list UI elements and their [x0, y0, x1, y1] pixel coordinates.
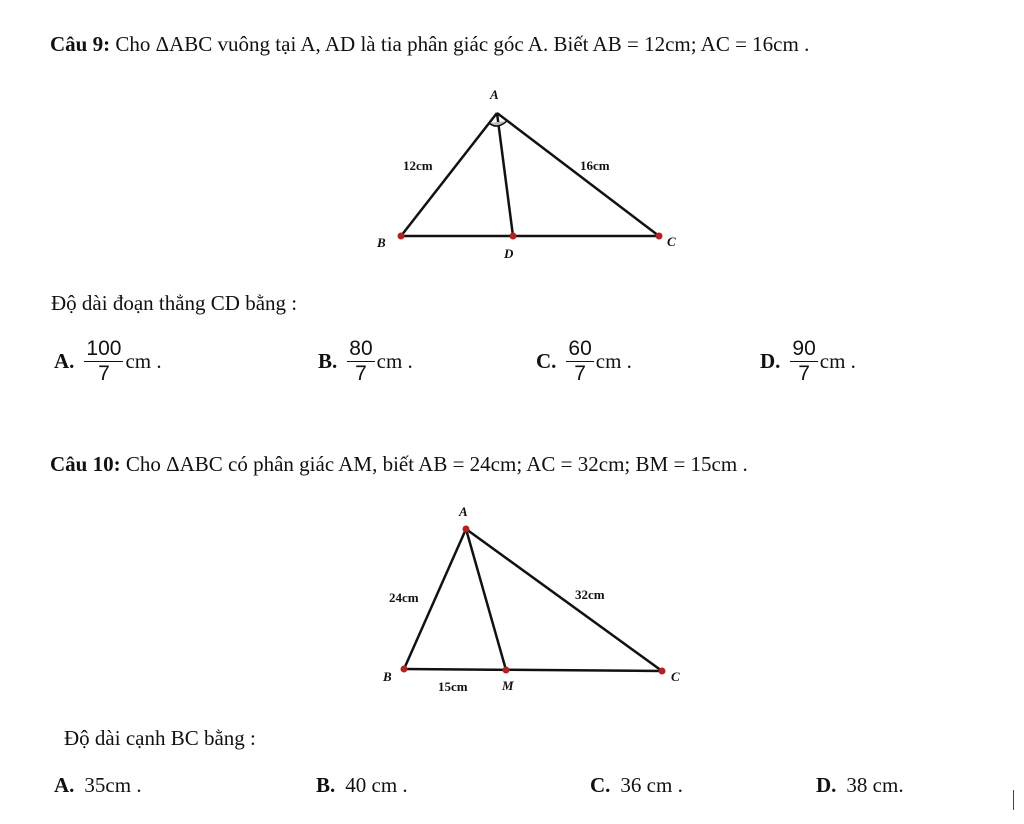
option-letter: C.	[536, 349, 557, 373]
vertex-a-label: A	[459, 504, 468, 519]
numerator: 80	[349, 337, 373, 360]
option-letter: A.	[54, 773, 75, 797]
option-value: 36 cm .	[620, 773, 683, 797]
fraction	[84, 338, 123, 385]
fraction	[790, 338, 817, 385]
figure-q10-triangle	[370, 500, 700, 700]
option-letter: C.	[590, 773, 611, 797]
segment-bm-length: 15cm	[438, 679, 468, 694]
unit: cm .	[376, 349, 413, 373]
question-9-prompt: Độ dài đoạn thẳng CD bằng :	[51, 291, 298, 315]
point-c	[659, 668, 666, 675]
vertex-c-label: C	[671, 669, 680, 684]
vertex-b-label: B	[377, 235, 386, 250]
q10-option-c[interactable]	[590, 773, 683, 798]
q9-option-d[interactable]	[760, 338, 856, 385]
option-value: 40 cm .	[345, 773, 408, 797]
unit: cm .	[125, 349, 162, 373]
option-letter: B.	[318, 349, 338, 373]
segment-am-bisector	[466, 529, 506, 670]
point-a	[463, 526, 470, 533]
side-ac-length: 16cm	[580, 158, 610, 173]
point-b	[401, 666, 408, 673]
denominator: 7	[98, 362, 110, 385]
option-value: 38 cm.	[846, 773, 904, 797]
question-9-statement	[50, 32, 809, 57]
denominator: 7	[798, 362, 810, 385]
denominator: 7	[574, 362, 586, 385]
q9-option-b[interactable]	[318, 338, 413, 385]
question-10-text: Cho ΔABC có phân giác AM, biết AB = 24cm; AC = 32cm; BM = 15cm .	[125, 452, 748, 476]
segment-ab	[401, 113, 497, 236]
side-ab-length: 12cm	[403, 158, 433, 173]
vertex-c-label: C	[667, 234, 676, 249]
q9-option-a[interactable]	[54, 338, 162, 385]
option-letter: D.	[760, 349, 781, 373]
option-letter: D.	[816, 773, 837, 797]
figure-q9-triangle	[360, 82, 700, 272]
side-ac-length: 32cm	[575, 587, 605, 602]
option-value: 35cm .	[84, 773, 142, 797]
option-letter: A.	[54, 349, 75, 373]
segment-ac	[497, 113, 659, 236]
vertex-d-label: D	[504, 246, 514, 261]
point-d	[510, 233, 517, 240]
point-c	[656, 233, 663, 240]
question-10-label: Câu 10:	[50, 452, 121, 476]
denominator: 7	[355, 362, 367, 385]
segment-bc	[404, 669, 662, 671]
unit: cm .	[595, 349, 632, 373]
q9-option-c[interactable]	[536, 338, 632, 385]
q10-option-b[interactable]	[316, 773, 408, 798]
fraction	[347, 338, 374, 385]
point-m	[503, 667, 510, 674]
segment-ad-bisector	[497, 113, 513, 236]
point-b	[398, 233, 405, 240]
question-10-statement	[50, 452, 748, 477]
numerator: 90	[792, 337, 816, 360]
fraction	[566, 338, 593, 385]
numerator: 60	[568, 337, 592, 360]
vertex-a-label: A	[490, 87, 499, 102]
question-10-prompt: Độ dài cạnh BC bằng :	[64, 726, 256, 750]
unit: cm .	[819, 349, 856, 373]
option-letter: B.	[316, 773, 336, 797]
question-9-label: Câu 9:	[50, 32, 111, 56]
numerator: 100	[86, 337, 122, 360]
q10-option-a[interactable]	[54, 773, 142, 798]
text-cursor	[1013, 790, 1014, 810]
segment-ac	[466, 529, 662, 671]
question-9-text: Cho ΔABC vuông tại A, AD là tia phân giác góc A. Biết AB = 12cm; AC = 16cm .	[115, 32, 810, 56]
side-ab-length: 24cm	[389, 590, 419, 605]
vertex-m-label: M	[502, 678, 514, 693]
q10-option-d[interactable]	[816, 773, 904, 798]
vertex-b-label: B	[383, 669, 392, 684]
